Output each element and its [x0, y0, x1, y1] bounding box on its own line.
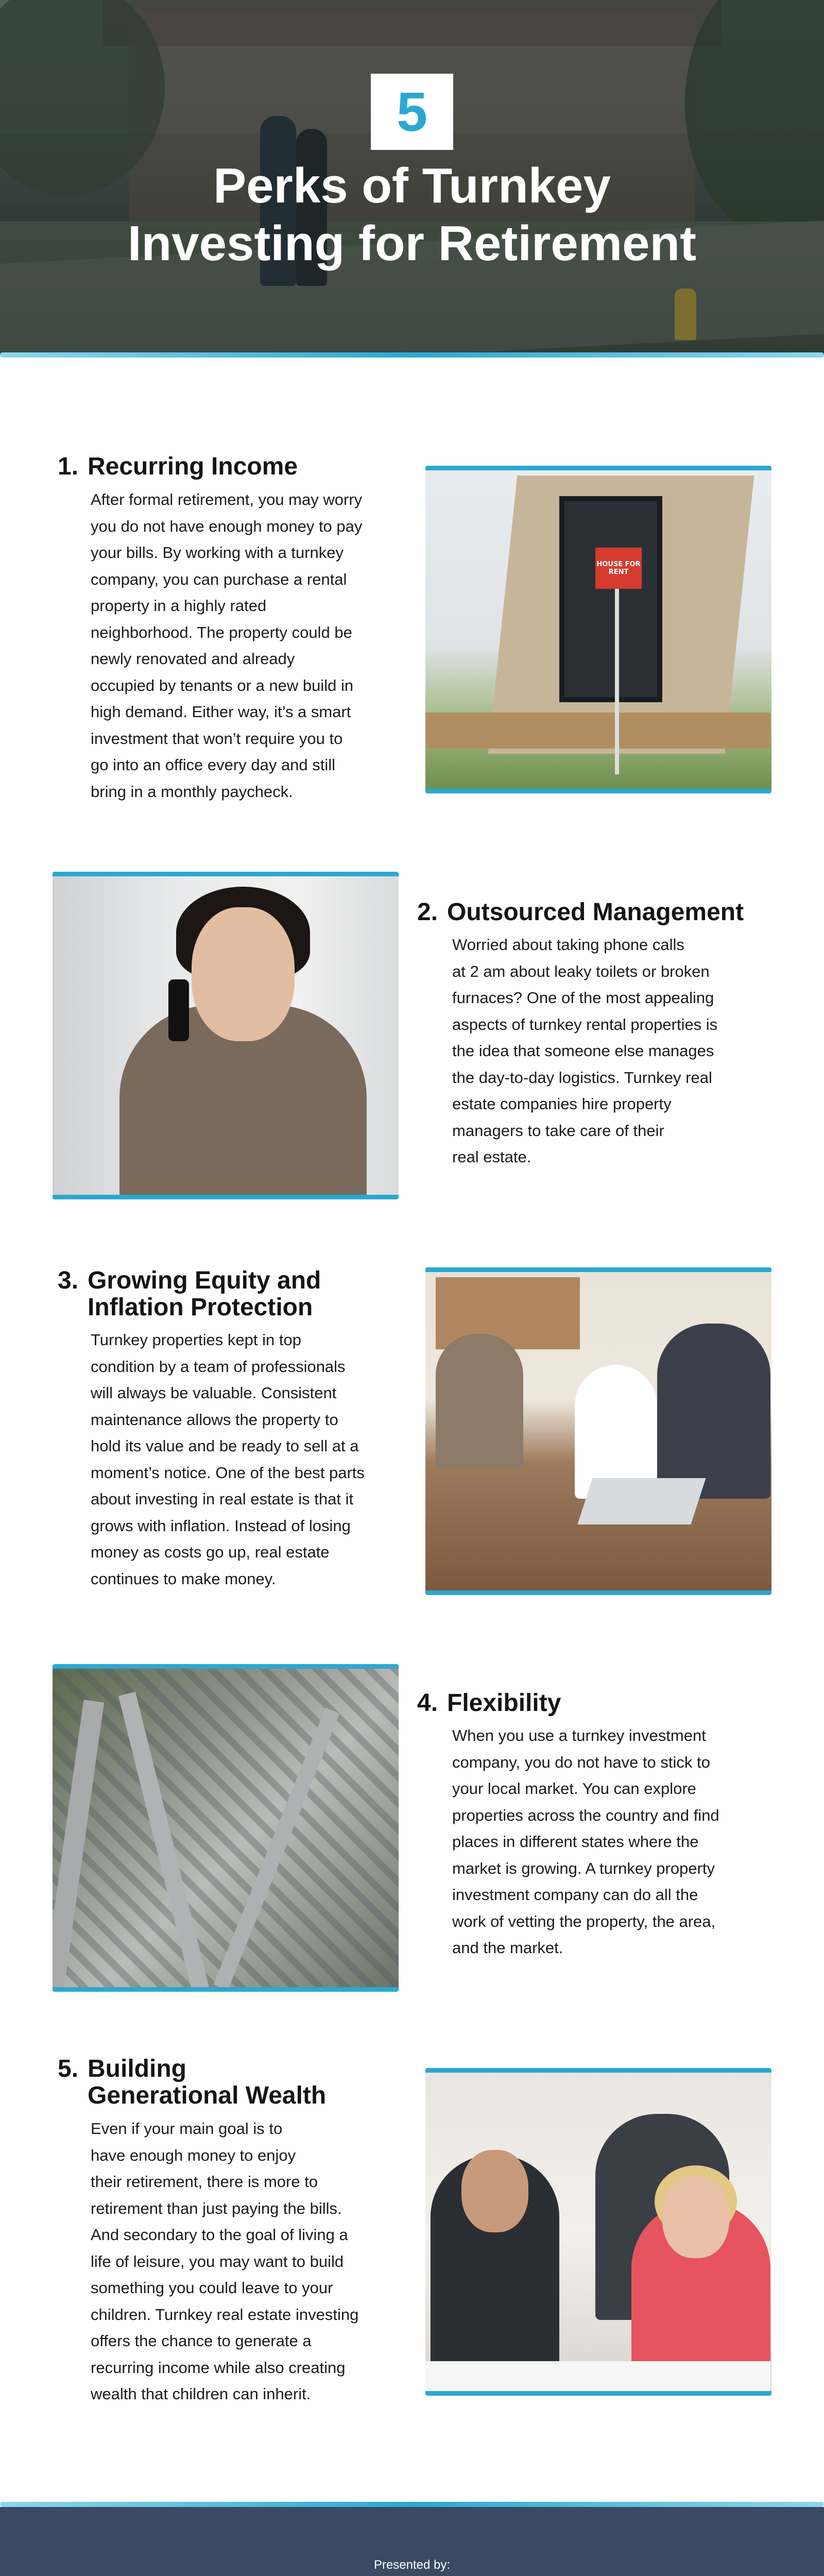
section-3-number: 3.	[58, 1267, 79, 1294]
cabin-deck	[425, 713, 770, 749]
section-4-title-text: Flexibility	[447, 1689, 561, 1717]
sign-post	[615, 589, 619, 774]
section-2-title	[417, 899, 809, 926]
section-2-photo	[53, 872, 399, 1199]
phone-shape	[168, 979, 189, 1041]
section-5-number: 5.	[58, 2055, 79, 2082]
section-5-body: Even if your main goal is to have enough money to enjoy their retirement, there is more to retirement than just paying the bills. And secondary to the goal of living a life of leisure, you may want to build something you could leave to your children. Turnkey real estate investing offers the chance to generate a recurring income while also creating wealth that children can inherit.	[91, 2120, 359, 2403]
section-4-title	[417, 1690, 809, 1717]
section-1-number: 1.	[58, 453, 79, 480]
footer	[0, 2507, 824, 2576]
section-5-title	[58, 2056, 408, 2109]
section-3-photo	[425, 1267, 771, 1595]
section-1-body: After formal retirement, you may worry you do not have enough money to pay your bills. By working with a turnkey company, you can purchase a rental property in a highly rated neighborhood. The property could be newly renovated and already occupied by tenants or a new build in high demand. Either way, it’s a smart investment that won’t require you to go into an office every day and still bring in a monthly paycheck.	[91, 490, 363, 801]
office-person-c	[657, 1324, 770, 1499]
section-5-photo	[425, 2068, 771, 2396]
page-title	[0, 157, 824, 273]
section-1-photo	[425, 466, 771, 793]
section-2-title-text: Outsourced Management	[447, 899, 744, 926]
hero-banner	[0, 0, 824, 355]
section-3-title-line1: Growing Equity and	[88, 1267, 321, 1294]
woman-face	[192, 907, 295, 1041]
meeting-table	[425, 2361, 770, 2396]
office-person-a	[436, 1334, 523, 1468]
section-3-body: Turnkey properties kept in top condition by a team of professionals will always be valuable. Consistent maintenance allows the property to hold its value and be ready to sell at a moment’s notice. One of the best parts about investing in real estate is that it grows with inflation. Instead of losing money as costs go up, real estate continues to make money.	[91, 1331, 365, 1588]
section-3-title-line2: Inflation Protection	[88, 1294, 313, 1321]
office-laptop	[577, 1478, 706, 1524]
page-title-line1: Perks of Turnkey	[213, 158, 611, 213]
footer-divider	[0, 2502, 824, 2507]
section-5-title-line1: Building	[88, 2055, 186, 2082]
presented-by-label: Presented by:	[373, 2558, 451, 2572]
section-2-number: 2.	[417, 899, 438, 926]
page-title-line2: Investing for Retirement	[127, 216, 697, 271]
section-4-number: 4.	[417, 1689, 438, 1717]
woman-face	[662, 2176, 729, 2258]
house-rows	[53, 1669, 399, 1987]
section-1-title-text: Recurring Income	[88, 453, 298, 480]
for-rent-sign: HOUSE FOR RENT	[595, 548, 642, 589]
section-2-body: Worried about taking phone calls at 2 am about leaky toilets or broken furnaces? One of the most appealing aspects of turnkey rental properties is the idea that someone else manages the day-to-day logistics. Turnkey real estate companies hire property managers to take care of their real estate.	[452, 936, 718, 1166]
section-4-body: When you use a turnkey investment company, you do not have to stick to your local market. You can explore properties across the country and find places in different states where the market is growing. A turnkey property investment company can do all the work of vetting the property, the area, and the market.	[452, 1726, 719, 1957]
section-5-title-line2: Generational Wealth	[88, 2082, 327, 2109]
cabin-window	[559, 496, 662, 702]
younger-man-face	[461, 2150, 528, 2232]
header-divider	[0, 352, 824, 358]
section-3-title	[58, 1267, 408, 1321]
hero-number-badge: 5	[371, 74, 453, 150]
section-4-photo	[53, 1664, 399, 1992]
section-1-title	[58, 453, 408, 480]
